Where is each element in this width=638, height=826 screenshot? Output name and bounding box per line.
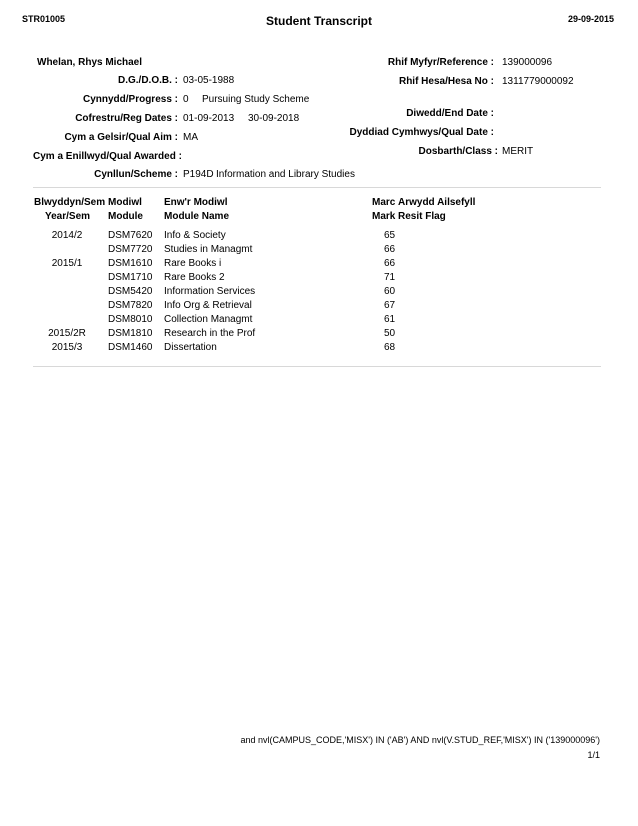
qual-awarded-label: Cym a Enillwyd/Qual Awarded : bbox=[33, 151, 182, 162]
student-name: Whelan, Rhys Michael bbox=[37, 57, 143, 68]
row-mark: 67 bbox=[384, 300, 396, 311]
row-module-name: Research in the Prof bbox=[164, 328, 256, 339]
row-module-code: DSM7720 bbox=[108, 244, 153, 255]
report-date: 29-09-2015 bbox=[567, 14, 614, 24]
page-number: 1/1 bbox=[587, 750, 600, 760]
row-module-name: Rare Books 2 bbox=[164, 272, 225, 283]
reg-label: Cofrestru/Reg Dates : bbox=[75, 113, 178, 124]
row-mark: 61 bbox=[384, 314, 396, 325]
col-mark-header-cy: Marc bbox=[372, 197, 396, 208]
col-year-header-cy: Blwyddyn/Sem bbox=[34, 197, 106, 208]
row-module-code: DSM1610 bbox=[108, 258, 153, 269]
row-mark: 71 bbox=[384, 272, 396, 283]
col-module-header-en: Module bbox=[108, 211, 143, 222]
row-module-code: DSM1810 bbox=[108, 328, 153, 339]
reg-start: 01-09-2013 bbox=[183, 113, 235, 124]
row-module-name: Dissertation bbox=[164, 342, 217, 353]
end-date-label: Diwedd/End Date : bbox=[406, 108, 494, 119]
row-mark: 68 bbox=[384, 342, 396, 353]
hesa-label: Rhif Hesa/Hesa No : bbox=[398, 76, 494, 87]
scheme-name: Information and Library Studies bbox=[216, 169, 355, 180]
col-year-header-en: Year/Sem bbox=[45, 211, 91, 222]
row-year: 2015/2R bbox=[48, 328, 86, 339]
col-mark-header-en: Mark bbox=[372, 211, 396, 222]
col-name-header-en: Module Name bbox=[164, 211, 230, 222]
row-module-code: DSM5420 bbox=[108, 286, 153, 297]
class-value: MERIT bbox=[502, 146, 534, 157]
col-resit-header-en: Resit Flag bbox=[398, 211, 446, 222]
progress-label: Cynnydd/Progress : bbox=[82, 94, 178, 105]
hesa-value: 1311779000092 bbox=[502, 76, 574, 87]
dob-label: D.G./D.O.B. : bbox=[118, 75, 178, 86]
row-mark: 66 bbox=[384, 244, 396, 255]
row-year: 2015/1 bbox=[51, 258, 83, 269]
reference-label: Rhif Myfyr/Reference : bbox=[387, 57, 494, 68]
reg-end: 30-09-2018 bbox=[248, 113, 300, 124]
row-module-name: Rare Books i bbox=[164, 258, 222, 269]
report-code: STR01005 bbox=[22, 14, 66, 24]
row-year: 2014/2 bbox=[51, 230, 83, 241]
row-year: 2015/3 bbox=[51, 342, 83, 353]
row-module-code: DSM7820 bbox=[108, 300, 153, 311]
reference-value: 139000096 bbox=[502, 57, 553, 68]
scheme-code: P194D bbox=[183, 169, 214, 180]
progress-code: 0 bbox=[183, 94, 189, 105]
row-module-name: Studies in Managmt bbox=[164, 244, 253, 255]
row-mark: 50 bbox=[384, 328, 396, 339]
divider-bottom bbox=[33, 366, 601, 367]
divider-top bbox=[33, 187, 601, 188]
row-module-code: DSM7620 bbox=[108, 230, 153, 241]
qual-date-label: Dyddiad Cymhwys/Qual Date : bbox=[349, 127, 494, 138]
qual-aim-label: Cym a Gelsir/Qual Aim : bbox=[64, 132, 178, 143]
row-module-name: Collection Managmt bbox=[164, 314, 253, 325]
query-footer: and nvl(CAMPUS_CODE,'MISX') IN ('AB') AND nvl(V.STUD_REF,'MISX') IN ('139000096') bbox=[240, 735, 600, 745]
row-module-name: Information Services bbox=[164, 286, 256, 297]
row-module-name: Info Org & Retrieval bbox=[164, 300, 252, 311]
row-mark: 60 bbox=[384, 286, 396, 297]
qual-aim-value: MA bbox=[183, 132, 198, 143]
row-module-name: Info & Society bbox=[164, 230, 226, 241]
progress-text: Pursuing Study Scheme bbox=[202, 94, 310, 105]
class-label: Dosbarth/Class : bbox=[418, 146, 498, 157]
row-module-code: DSM1710 bbox=[108, 272, 153, 283]
row-mark: 66 bbox=[384, 258, 396, 269]
col-module-header-cy: Modiwl bbox=[108, 197, 142, 208]
col-resit-header-cy: Arwydd Ailsefyll bbox=[398, 197, 476, 208]
page-title: Student Transcript bbox=[265, 14, 372, 28]
row-module-code: DSM1460 bbox=[108, 342, 153, 353]
scheme-label: Cynllun/Scheme : bbox=[94, 169, 178, 180]
row-module-code: DSM8010 bbox=[108, 314, 153, 325]
dob-value: 03-05-1988 bbox=[183, 75, 235, 86]
col-name-header-cy: Enw'r Modiwl bbox=[164, 197, 228, 208]
row-mark: 65 bbox=[384, 230, 396, 241]
